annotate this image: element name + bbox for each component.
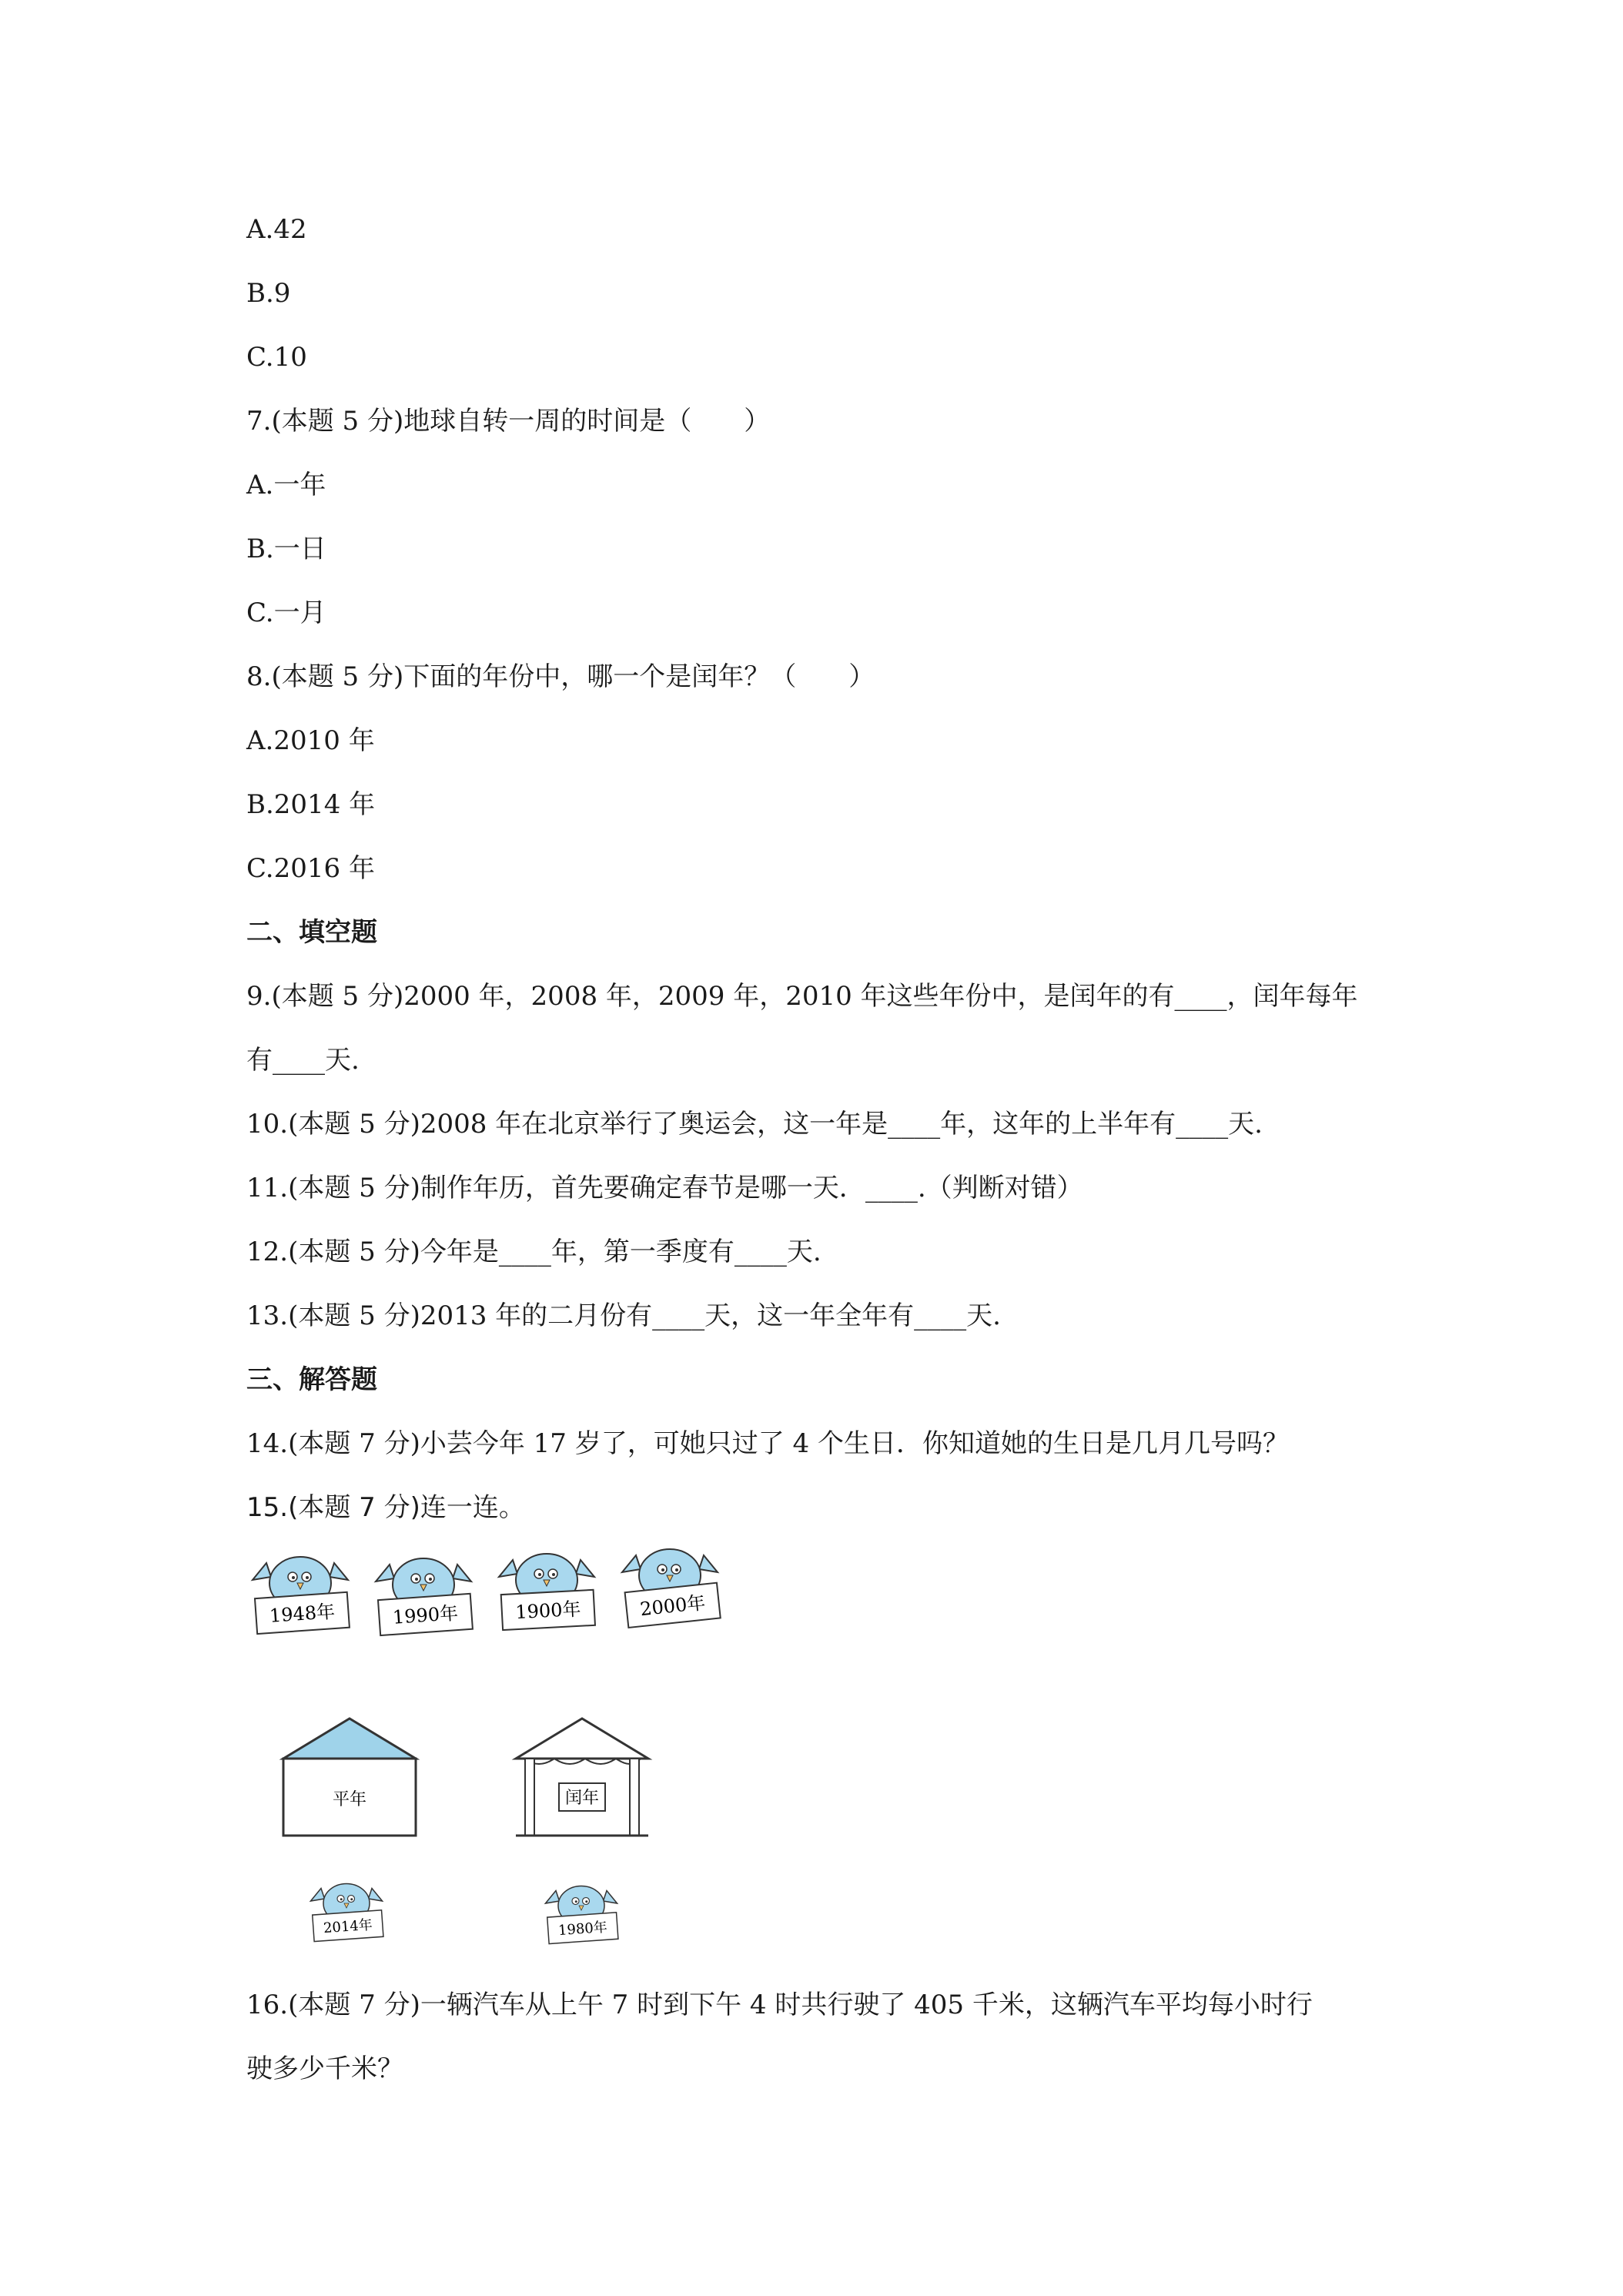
year-label: 1990年 [392, 1602, 459, 1628]
option-8b: B.2014 年 [246, 789, 376, 820]
year-label: 2014年 [323, 1916, 373, 1937]
house-label: 闰年 [564, 1789, 600, 1808]
question-16-line1: 16.(本题 7 分)一辆汽车从上午 7 时到下午 4 时共行驶了 405 千米，这辆汽车平均每小时行 [246, 1990, 1313, 2020]
bird-card-1948 [253, 1557, 350, 1634]
option-7a: A.一年 [246, 470, 326, 500]
year-label: 2000年 [638, 1591, 707, 1621]
question-11: 11.(本题 5 分)制作年历，首先要确定春节是哪一天．____.（判断对错） [246, 1173, 1083, 1203]
option-8c: C.2016 年 [246, 853, 375, 884]
question-9-line2: 有____天. [246, 1045, 360, 1076]
bird-card-1990 [376, 1558, 473, 1635]
house-leap-year [516, 1719, 648, 1836]
house-label: 平年 [332, 1790, 367, 1809]
section-heading-fill-blank: 二、填空题 [246, 917, 377, 948]
question-9-line1: 9.(本题 5 分)2000 年，2008 年，2009 年，2010 年这些年份中，是闰年的有____，闰年每年 [246, 981, 1358, 1012]
question-13: 13.(本题 5 分)2013 年的二月份有____天，这一年全年有____天. [246, 1300, 1001, 1331]
section-heading-answer: 三、解答题 [246, 1364, 377, 1395]
option-7c: C.一月 [246, 597, 326, 628]
bird-card-1980 [546, 1886, 618, 1944]
bird-card-2000 [622, 1549, 721, 1628]
question-12: 12.(本题 5 分)今年是____年，第一季度有____天. [246, 1237, 822, 1267]
question-16-line2: 驶多少千米？ [246, 2053, 403, 2084]
house-common-year [283, 1719, 416, 1836]
question-8: 8.(本题 5 分)下面的年份中，哪一个是闰年？（ ） [246, 661, 875, 692]
question-7: 7.(本题 5 分)地球自转一周的时间是（ ） [246, 406, 771, 437]
question-15: 15.(本题 7 分)连一连。 [246, 1492, 525, 1523]
option-7b: B.一日 [246, 534, 326, 564]
option-6a: A.42 [246, 214, 307, 245]
question-14: 14.(本题 7 分)小芸今年 17 岁了，可她只过了 4 个生日．你知道她的生日是几月几号吗？ [246, 1428, 1289, 1459]
roof-icon [283, 1719, 416, 1759]
option-6c: C.10 [246, 342, 307, 373]
year-label: 1980年 [557, 1919, 608, 1940]
matching-figure [231, 1540, 770, 1971]
option-6b: B.9 [246, 278, 291, 309]
bird-card-2014 [311, 1884, 383, 1942]
bird-card-1900 [499, 1554, 595, 1630]
roof-icon [516, 1719, 648, 1759]
question-10: 10.(本题 5 分)2008 年在北京举行了奥运会，这一年是____年，这年的上半年有____天. [246, 1109, 1263, 1140]
year-label: 1948年 [269, 1600, 336, 1627]
option-8a: A.2010 年 [246, 725, 375, 756]
year-label: 1900年 [514, 1598, 582, 1624]
